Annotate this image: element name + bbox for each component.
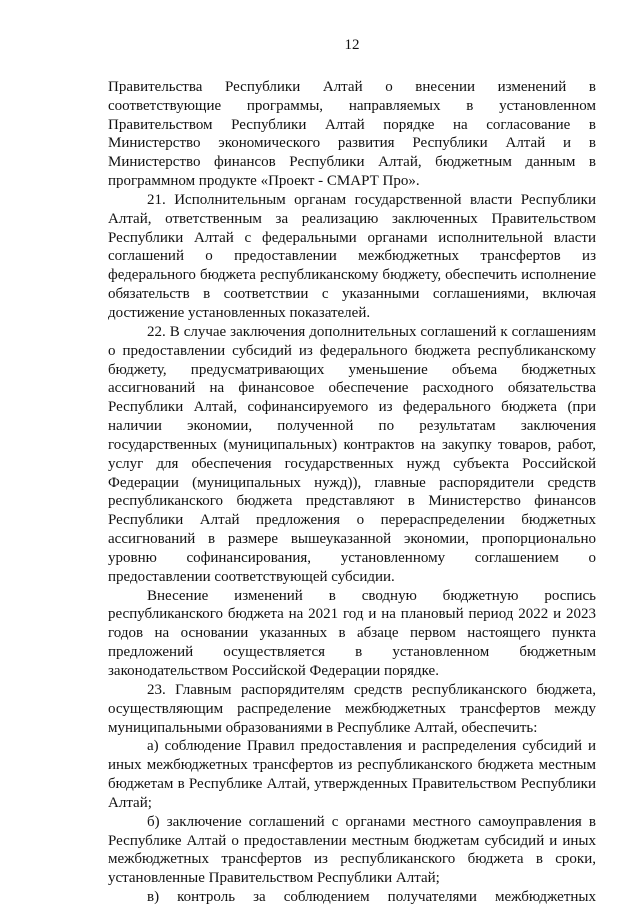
paragraph-23: 23. Главным распорядителям средств республиканского бюджета, осуществляющим распределение межбюджетных трансфертов между муниципальными образованиями в Республике Алтай, обеспечить: (108, 681, 596, 736)
paragraph-continuation: Правительства Республики Алтай о внесении изменений в соответствующие программы, направляемых в установленном Правительством Республики Алтай порядке на согласование в Министерство экономического развития Республики Алтай и в Министерство финансов Республики Алтай, бюджетным данным в программном продукте «Проект - СМАРТ Про». (108, 78, 596, 190)
paragraph-22: 22. В случае заключения дополнительных соглашений к соглашениям о предоставлении субсидий из федерального бюджета республиканскому бюджету, предусматривающих уменьшение объема бюджетных ассигнований на финансовое обеспечение расходного обязательства Республики Алтай, софинансируемого из федерального бюджета (при наличии экономии, полученной по результатам заключения государственных (муниципальных) контрактов на закупку товаров, работ, услуг для обеспечения государственных нужд субъекта Российской Федерации (муниципальных нужд)), главные распорядители средств республиканского бюджета представляют в Министерство финансов Республики Алтай предложения о перераспределении бюджетных ассигнований в размере вышеуказанной экономии, пропорционально уровню софинансирования, установленному соглашением о предоставлении соответствующей субсидии. (108, 323, 596, 585)
paragraph-21: 21. Исполнительным органам государственной власти Республики Алтай, ответственным за реализацию заключенных Правительством Республики Алтай с федеральными органами исполнительной власти соглашений о предоставлении межбюджетных трансфертов из федерального бюджета республиканскому бюджету, обеспечить исполнение обязательств в соответствии с указанными соглашениями, включая достижение установленных показателей. (108, 191, 596, 321)
paragraph-23-item-c: в) контроль за соблюдением получателями межбюджетных (147, 889, 596, 906)
paragraph-23-item-a: а) соблюдение Правил предоставления и распределения субсидий и иных межбюджетных трансфертов из республиканского бюджета местным бюджетам в Республике Алтай, утвержденных Правительством Республики Алтай; (108, 738, 596, 811)
paragraph-23-item-b: б) заключение соглашений с органами местного самоуправления в Республике Алтай о предоставлении местным бюджетам субсидий и иных межбюджетных трансфертов из республиканского бюджета в сроки, установленные Правительством Республики Алтай; (108, 813, 596, 887)
page-number: 12 (344, 37, 360, 53)
paragraph-22-amendment: Внесение изменений в сводную бюджетную роспись республиканского бюджета на 2021 год и на плановый период 2022 и 2023 годов на основании указанных в абзаце первом настоящего пункта предложений осуществляется в установленном бюджетным законодательством Российской Федерации порядке. (108, 587, 596, 679)
